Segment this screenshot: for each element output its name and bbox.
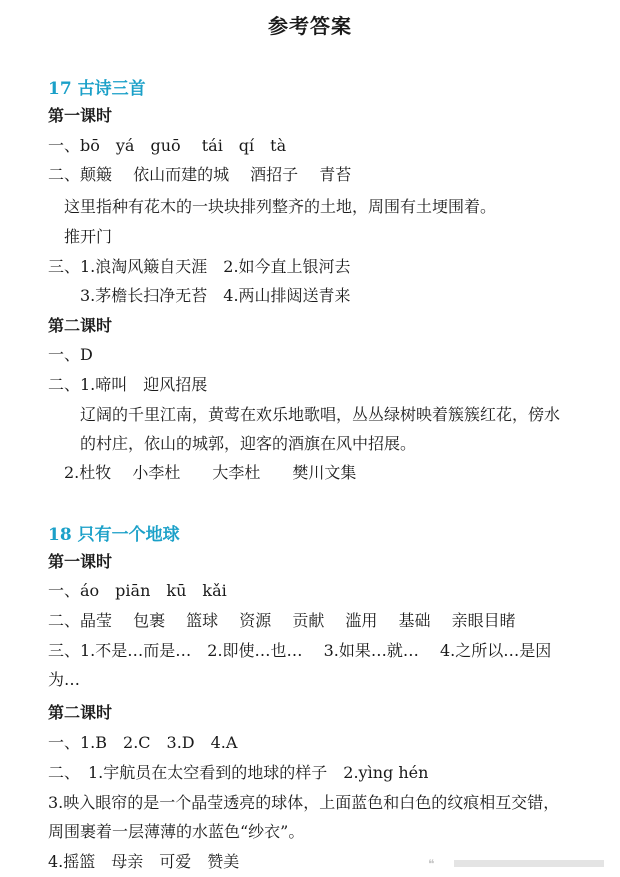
answer-line: 二、颠簸 依山而建的城 酒招子 青苔	[48, 165, 352, 184]
answer-line: 4.摇篮 母亲 可爱 赞美	[48, 852, 240, 871]
lesson-label: 第二课时	[48, 316, 113, 335]
svg-text:❝: ❝	[428, 857, 435, 871]
section-heading-17: 17 古诗三首	[48, 79, 146, 99]
answer-line: 一、bō yá guō tái qí tà	[48, 136, 287, 155]
section-heading-18: 18 只有一个地球	[48, 525, 180, 545]
answer-line: 二、晶莹 包裹 篮球 资源 贡献 滥用 基础 亲眼目睹	[48, 611, 516, 630]
answer-line: 的村庄，依山的城郭，迎客的酒旗在风中招展。	[80, 434, 417, 453]
answer-line: 三、1.浪淘风簸自天涯 2.如今直上银河去	[48, 257, 351, 276]
answer-line: 一、1.B 2.C 3.D 4.A	[48, 733, 238, 752]
answer-line: 这里指种有花木的一块块排列整齐的土地，周围有土埂围着。	[64, 197, 497, 216]
lesson-label: 第一课时	[48, 552, 113, 571]
answer-line: 3.映入眼帘的是一个晶莹透亮的球体，上面蓝色和白色的纹痕相互交错，	[48, 793, 560, 812]
answer-line: 为…	[48, 670, 81, 689]
answer-line: 3.茅檐长扫净无苔 4.两山排闼送青来	[80, 286, 351, 305]
answer-line: 辽阔的千里江南，黄莺在欢乐地歌唱，丛丛绿树映着簇簇红花，傍水	[80, 405, 561, 424]
answer-line: 周围裹着一层薄薄的水蓝色“纱衣”。	[48, 822, 305, 841]
answer-line: 一、D	[48, 345, 93, 364]
answer-line: 二、 1.宇航员在太空看到的地球的样子 2.yìng hén	[48, 763, 429, 782]
answer-line: 二、1.啼叫 迎风招展	[48, 375, 208, 394]
page-title: 参考答案	[268, 14, 352, 38]
answer-line: 2.杜牧 小李杜 大李杜 樊川文集	[64, 463, 357, 482]
answer-line: 一、áo piān kū kǎi	[48, 581, 227, 600]
answer-line: 推开门	[64, 227, 113, 246]
answer-line: 三、1.不是…而是… 2.即使…也… 3.如果…就… 4.之所以…是因	[48, 641, 552, 660]
watermark	[424, 855, 614, 871]
lesson-label: 第一课时	[48, 106, 113, 125]
lesson-label: 第二课时	[48, 703, 113, 722]
watermark-icon	[424, 855, 614, 871]
